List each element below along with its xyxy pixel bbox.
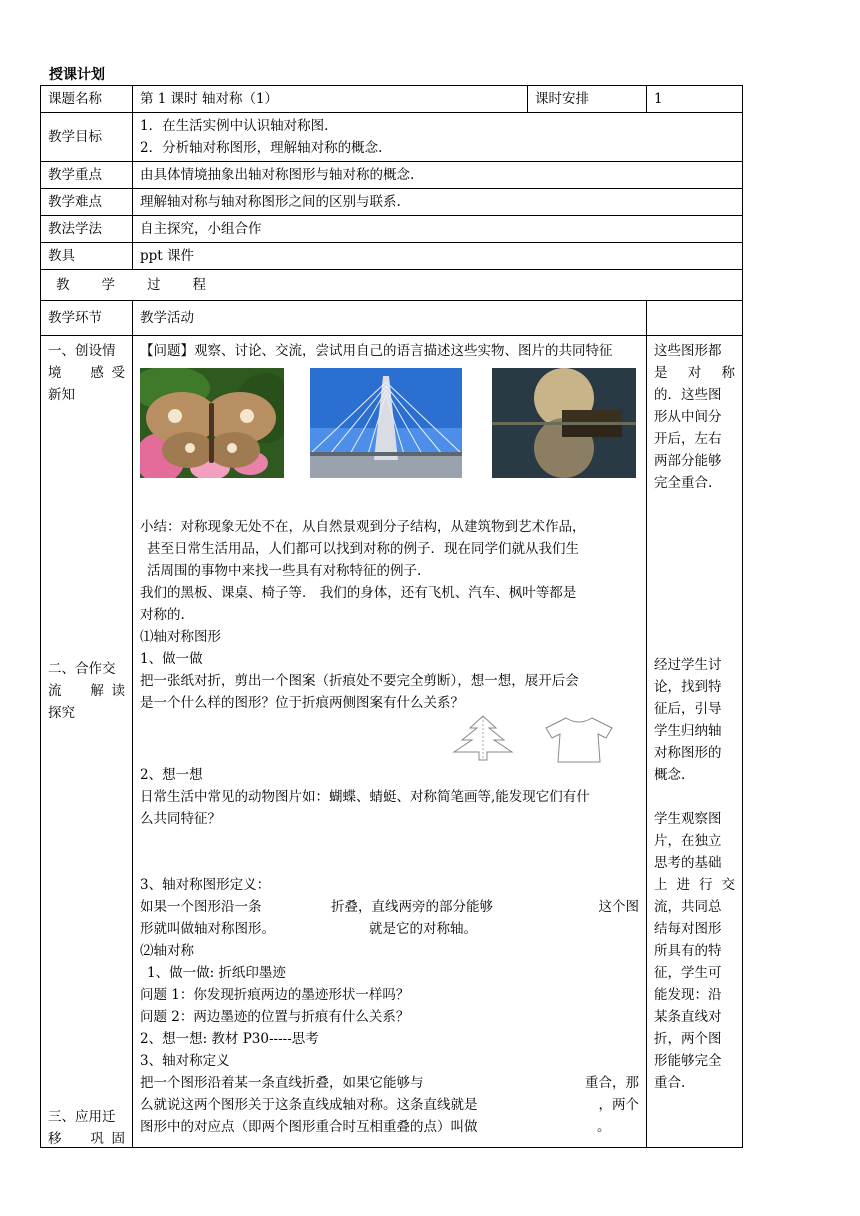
question-text: 【问题】观察、讨论、交流，尝试用自己的语言描述这些实物、图片的共同特征: [140, 343, 613, 359]
step-title: 1、做一做: [140, 651, 203, 667]
note-line: 形能够完全: [654, 1053, 722, 1069]
summary-line: 活周围的事物中来找一些具有对称特征的例子.: [147, 563, 422, 579]
stage-line: 流 解读: [48, 683, 125, 699]
note-line: 是 对 称: [654, 365, 735, 381]
definition-line: [140, 1072, 639, 1094]
definition-part: 形就叫做轴对称图形。: [140, 921, 275, 937]
note-line: 结每对图形: [654, 921, 722, 937]
bridge-photo: [310, 368, 462, 478]
note-1: [654, 340, 735, 494]
note-line: 征，学生可: [654, 965, 722, 981]
tree-cutout-icon: [450, 714, 516, 762]
note-line: 这些图形都: [654, 343, 722, 359]
stage-3: [48, 1106, 125, 1150]
note-line: 能发现：沿: [654, 987, 722, 1003]
stage-line: 探究: [48, 705, 75, 721]
shirt-cutout-icon: [542, 714, 616, 764]
note-line: 某条直线对: [654, 1009, 722, 1025]
step-text: 把一张纸对折，剪出一个图案（折痕处不要完全剪断），想一想，展开后会: [140, 673, 579, 689]
definition-part: 么就说这两个图形关于这条直线成轴对称。这条直线就是: [140, 1097, 478, 1113]
definition-part: 图形中的对应点（即两个图形重合时互相重叠的点）叫做: [140, 1119, 478, 1135]
note-line: 两部分能够: [654, 453, 722, 469]
butterfly-photo: [140, 368, 284, 478]
step-title: 2、想一想: [140, 767, 203, 783]
step-text: 是一个什么样的图形？位于折痕两侧图案有什么关系？: [140, 695, 464, 711]
note-3: [654, 808, 735, 1094]
note-line: 学生归纳轴: [654, 723, 722, 739]
stage-line: 三、应用迁: [48, 1109, 116, 1125]
schedule-value: 1: [647, 86, 743, 113]
note-line: 所具有的特: [654, 943, 722, 959]
note-line: 片，在独立: [654, 833, 722, 849]
notes-cell: [647, 336, 743, 1148]
note-line: 开后，左右: [654, 431, 722, 447]
stage-line: 移 巩固: [48, 1131, 125, 1147]
paper-cut-figures: [140, 714, 639, 758]
notes-column-header: [647, 301, 743, 336]
step-title: 3、轴对称图形定义：: [140, 877, 271, 893]
moon-reflection-photo: [492, 368, 636, 478]
note-line: 学生观察图: [654, 811, 722, 827]
definition-part: 把一个图形沿着某一条直线折叠，如果它能够与: [140, 1075, 424, 1091]
note-line: 上 进 行 交: [654, 877, 735, 893]
definition-part: 。: [597, 1119, 611, 1135]
difficulty-value: 理解轴对称与轴对称图形之间的区别与联系.: [133, 189, 743, 216]
note-line: 形从中间分: [654, 409, 722, 425]
process-char: 学: [101, 277, 115, 293]
examples-line: 我们的黑板、课桌、椅子等． 我们的身体，还有飞机、汽车、枫叶等都是: [140, 585, 577, 601]
difficulty-label: 教学难点: [41, 189, 133, 216]
step-title: 3、轴对称定义: [140, 1053, 230, 1069]
note-2: [654, 654, 735, 786]
stage-column-header: 教学环节: [41, 301, 133, 336]
stage-line: 新知: [48, 387, 75, 403]
summary-line: 小结：对称现象无处不在，从自然景观到分子结构，从建筑物到艺术作品，: [140, 519, 586, 535]
stage-line: 二、合作交: [48, 661, 116, 677]
definition-part: 如果一个图形沿一条: [140, 899, 262, 915]
process-char: 过: [147, 277, 161, 293]
definition-part: 折叠，直线两旁的部分能够: [331, 899, 493, 915]
section-title: ⑵轴对称: [140, 943, 194, 959]
tools-label: 教具: [41, 243, 133, 270]
definition-line: [140, 918, 639, 940]
definition-part: 就是它的对称轴。: [369, 921, 477, 937]
lesson-plan-table: [40, 85, 743, 1148]
goals-value: [133, 113, 743, 162]
key-point-label: 教学重点: [41, 162, 133, 189]
note-line: 思考的基础: [654, 855, 722, 871]
question-line: 问题 2：两边墨迹的位置与折痕有什么关系？: [140, 1009, 410, 1025]
question-line: 问题 1：你发现折痕两边的墨迹形状一样吗？: [140, 987, 410, 1003]
goals-label: 教学目标: [41, 113, 133, 162]
step-title: 1、做一做: 折纸印墨迹: [147, 965, 286, 981]
note-line: 重合.: [654, 1075, 686, 1091]
activity-column-header: 教学活动: [133, 301, 647, 336]
note-line: 流，共同总: [654, 899, 722, 915]
summary-line: 甚至日常生活用品，人们都可以找到对称的例子．现在同学们就从我们生: [147, 541, 579, 557]
method-value: 自主探究，小组合作: [133, 216, 743, 243]
step-text: 么共同特征？: [140, 811, 221, 827]
note-line: 征后，引导: [654, 701, 722, 717]
note-line: 折，两个图: [654, 1031, 722, 1047]
definition-part: 重合，那: [585, 1075, 639, 1091]
process-char: 程: [192, 277, 206, 293]
definition-part: ，两个: [598, 1097, 639, 1113]
note-line: 概念.: [654, 767, 686, 783]
stage-1: [48, 340, 125, 406]
examples-line: 对称的.: [140, 607, 185, 623]
step-text: 日常生活中常见的动物图片如：蝴蝶、蜻蜓、对称简笔画等,能发现它们有什: [140, 789, 590, 805]
stage-line: 一、创设情: [48, 343, 116, 359]
note-line: 对称图形的: [654, 745, 722, 761]
definition-part: 这个图: [598, 899, 639, 915]
tools-value: ppt 课件: [133, 243, 743, 270]
stage-cell: [41, 336, 133, 1148]
section-title: ⑴轴对称图形: [140, 629, 221, 645]
stage-2: [48, 658, 125, 724]
stage-line: 境 感受: [48, 365, 125, 381]
activity-cell: [133, 336, 647, 1148]
topic-value: 第 1 课时 轴对称（1）: [133, 86, 528, 113]
image-row: [140, 368, 639, 488]
goal-line: 1．在生活实例中认识轴对称图.: [140, 118, 329, 134]
schedule-label: 课时安排: [528, 86, 647, 113]
note-line: 完全重合.: [654, 475, 713, 491]
note-line: 论，找到特: [654, 679, 722, 695]
note-line: 经过学生讨: [654, 657, 722, 673]
process-header: [41, 270, 743, 301]
goal-line: 2．分析轴对称图形，理解轴对称的概念.: [140, 140, 383, 156]
method-label: 教法学法: [41, 216, 133, 243]
page-title: 授课计划: [49, 67, 105, 83]
step-title: 2、想一想: 教材 P30-----思考: [140, 1031, 319, 1047]
process-char: 教: [56, 277, 70, 293]
topic-label: 课题名称: [41, 86, 133, 113]
note-line: 的．这些图: [654, 387, 722, 403]
definition-line: [140, 1094, 639, 1116]
key-point-value: 由具体情境抽象出轴对称图形与轴对称的概念.: [133, 162, 743, 189]
definition-line: [140, 896, 639, 918]
definition-line: [140, 1116, 639, 1138]
